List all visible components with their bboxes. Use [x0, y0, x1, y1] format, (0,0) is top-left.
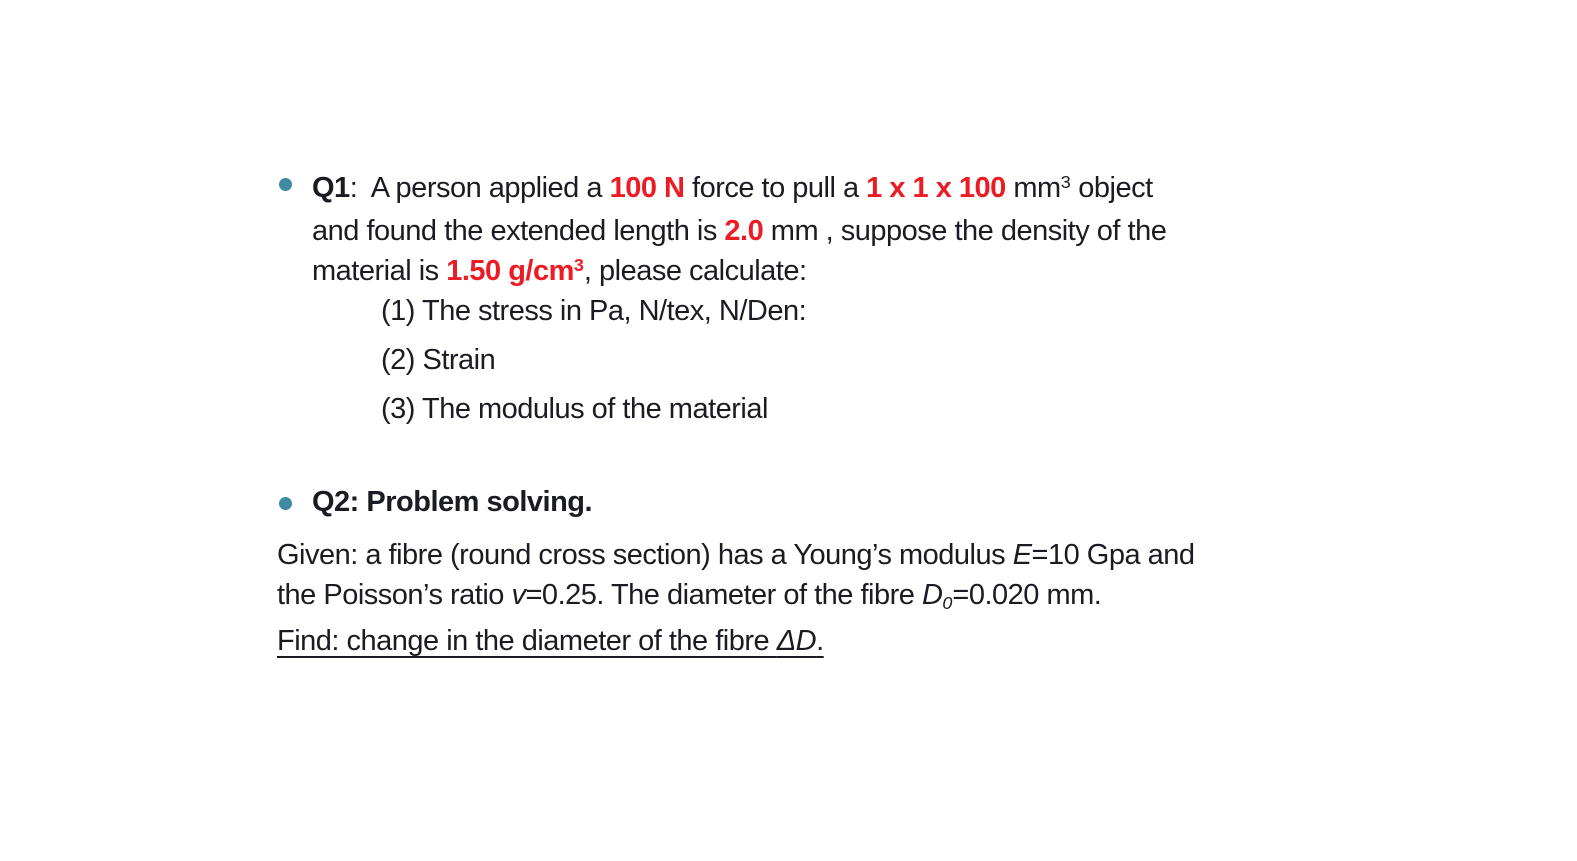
find-line — [277, 621, 824, 661]
q1-line: and found the extended length is 2.0 mm , suppose the density of the — [312, 215, 1167, 247]
q1-subitem: (3) The modulus of the material — [381, 393, 768, 425]
find-line-text: Find: change in the diameter of the fibre ΔD. — [277, 625, 824, 657]
given-paragraph — [277, 535, 1195, 618]
given-line: the Poisson’s ratio v=0.25. The diameter of the fibre D0=0.020 mm. — [277, 579, 1102, 614]
q1-line: Q1: A person applied a 100 N force to pull a 1 x 1 x 100 $mm^3$ object — [312, 171, 1153, 204]
q2-heading — [312, 482, 592, 522]
q2-heading-line: Q2: Problem solving. — [312, 486, 593, 518]
given-line: Given: a fibre (round cross section) has a Young’s modulus E=10 Gpa and — [277, 539, 1195, 571]
circle-bullet-icon — [279, 178, 292, 191]
q1-subitem: (1) The stress in Pa, N/tex, N/Den: — [381, 295, 807, 327]
q1-subitem-list — [381, 287, 806, 434]
circle-bullet-icon — [279, 497, 292, 510]
q1-line: material is 1.50 $g/cm^3$, please calculate: — [312, 254, 807, 287]
q1-item — [312, 168, 1166, 294]
q1-subitem: (2) Strain — [381, 344, 496, 376]
